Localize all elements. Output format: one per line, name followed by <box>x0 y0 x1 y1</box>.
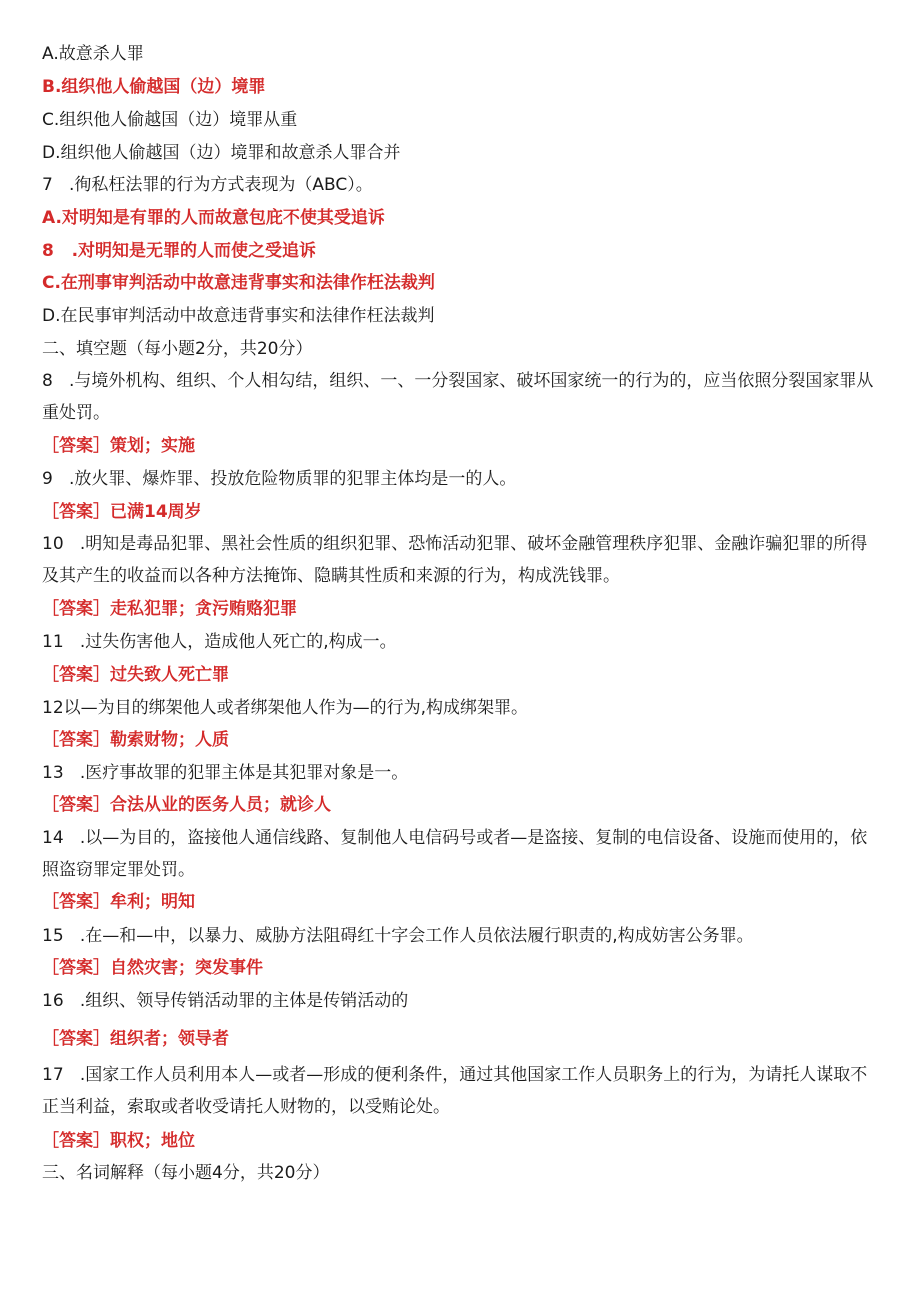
option-d-text: D.组织他人偷越国（边）境罪和故意杀人罪合并 <box>42 143 401 163</box>
answer-13: ［答案］合法从业的医务人员；就诊人 <box>42 795 331 815</box>
answer-14: ［答案］牟利；明知 <box>42 892 195 912</box>
option-a-text: A.故意杀人罪 <box>42 44 144 64</box>
question-8: 8 .与境外机构、组织、个人相勾结，组织、一、一分裂国家、破坏国家统一的行为的，应当依照分裂国家罪从重处罚。 <box>42 371 874 423</box>
question-16: 16 .组织、领导传销活动罪的主体是传销活动的 <box>42 991 409 1011</box>
option-b-answer: B.组织他人偷越国（边）境罪 <box>42 77 266 97</box>
option-b-answer-2: 8 .对明知是无罪的人而使之受追诉 <box>42 241 317 261</box>
answer-8: ［答案］策划；实施 <box>42 436 195 456</box>
answer-12: ［答案］勒索财物；人质 <box>42 730 229 750</box>
answer-9: ［答案］已满14周岁 <box>42 502 202 522</box>
question-10: 10 .明知是毒品犯罪、黑社会性质的组织犯罪、恐怖活动犯罪、破坏金融管理秩序犯罪、金融诈骗犯罪的所得及其产生的收益而以各种方法掩饰、隐瞒其性质和来源的行为，构成洗钱罪。 <box>42 534 868 586</box>
question-14: 14 .以—为目的，盗接他人通信线路、复制他人电信码号或者—是盗接、复制的电信设备、设施而使用的，依照盗窃罪定罪处罚。 <box>42 828 868 880</box>
answer-16: ［答案］组织者；领导者 <box>42 1029 229 1049</box>
question-11: 11 .过失伤害他人，造成他人死亡的,构成一。 <box>42 632 397 652</box>
question-12: 12以—为目的绑架他人或者绑架他人作为—的行为,构成绑架罪。 <box>42 698 529 718</box>
question-9: 9 .放火罪、爆炸罪、投放危险物质罪的犯罪主体均是一的人。 <box>42 469 517 489</box>
option-a-answer: A.对明知是有罪的人而故意包庇不使其受追诉 <box>42 208 385 228</box>
answer-17: ［答案］职权；地位 <box>42 1131 195 1151</box>
question-17: 17 .国家工作人员利用本人—或者—形成的便利条件，通过其他国家工作人员职务上的行为，为请托人谋取不正当利益，索取或者收受请托人财物的，以受贿论处。 <box>42 1065 868 1117</box>
question-13: 13 .医疗事故罪的犯罪主体是其犯罪对象是一。 <box>42 763 409 783</box>
option-c-answer: C.在刑事审判活动中故意违背事实和法律作枉法裁判 <box>42 273 435 293</box>
question-7: 7 .徇私枉法罪的行为方式表现为（ABC）。 <box>42 175 373 195</box>
answer-15: ［答案］自然灾害；突发事件 <box>42 958 263 978</box>
option-c-text: C.组织他人偷越国（边）境罪从重 <box>42 110 298 130</box>
section-heading-fill-in: 二、填空题（每小题2分，共20分） <box>42 339 313 359</box>
option-d-text-2: D.在民事审判活动中故意违背事实和法律作枉法裁判 <box>42 306 435 326</box>
answer-11: ［答案］过失致人死亡罪 <box>42 665 229 685</box>
section-heading-definitions: 三、名词解释（每小题4分，共20分） <box>42 1163 330 1183</box>
answer-10: ［答案］走私犯罪；贪污贿赂犯罪 <box>42 599 297 619</box>
question-15: 15 .在—和—中，以暴力、威胁方法阻碍红十字会工作人员依法履行职责的,构成妨害公务罪。 <box>42 926 754 946</box>
